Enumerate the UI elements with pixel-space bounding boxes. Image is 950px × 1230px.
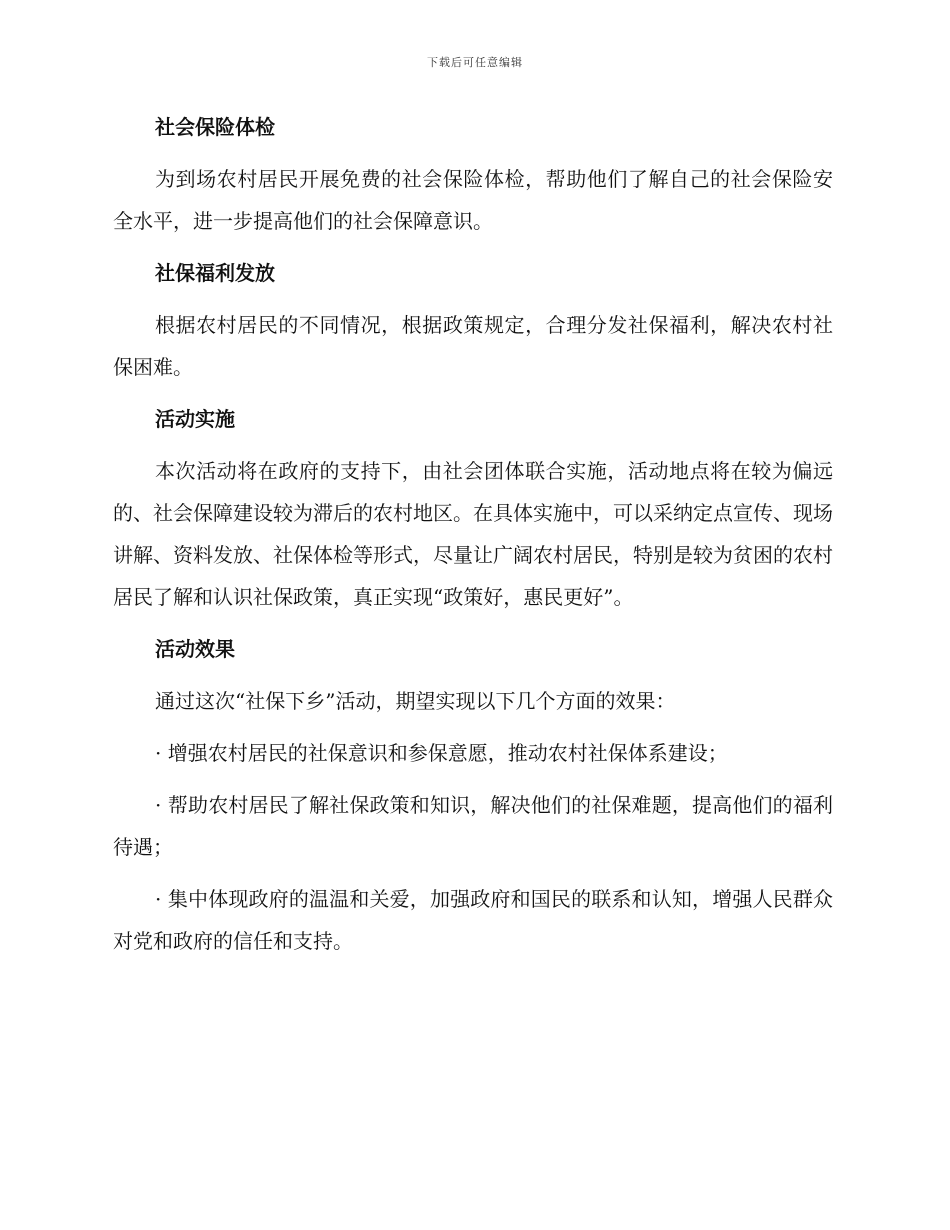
- section-heading: 活动效果: [155, 637, 235, 661]
- section-heading: 社会保险体检: [155, 115, 275, 139]
- section-heading: 活动实施: [155, 407, 235, 431]
- bullet-item: · 帮助农村居民了解社保政策和知识，解决他们的社保难题，提高他们的福利待遇；: [113, 793, 833, 859]
- page-header: 下载后可任意编辑: [427, 56, 523, 69]
- paragraph: 根据农村居民的不同情况，根据政策规定，合理分发社保福利，解决农村社保困难。: [113, 313, 833, 379]
- paragraph: 为到场农村居民开展免费的社会保险体检，帮助他们了解自己的社会保险安全水平，进一步提高他们的社会保障意识。: [113, 167, 833, 233]
- paragraph: 本次活动将在政府的支持下，由社会团体联合实施，活动地点将在较为偏远的、社会保障建设较为滞后的农村地区。在具体实施中，可以采纳定点宣传、现场讲解、资料发放、社保体检等形式，尽量让广阔农村居民，特别是较为贫困的农村居民了解和认识社保政策，真正实现“政策好，惠民更好”。: [113, 459, 833, 609]
- paragraph: 通过这次“社保下乡”活动，期望实现以下几个方面的效果：: [155, 689, 676, 713]
- document-body: [113, 106, 833, 972]
- bullet-item: · 增强农村居民的社保意识和参保意愿，推动农村社保体系建设；: [155, 741, 728, 765]
- section-heading: 社保福利发放: [155, 261, 275, 285]
- bullet-item: · 集中体现政府的温温和关爱，加强政府和国民的联系和认知，增强人民群众对党和政府的信任和支持。: [113, 887, 833, 953]
